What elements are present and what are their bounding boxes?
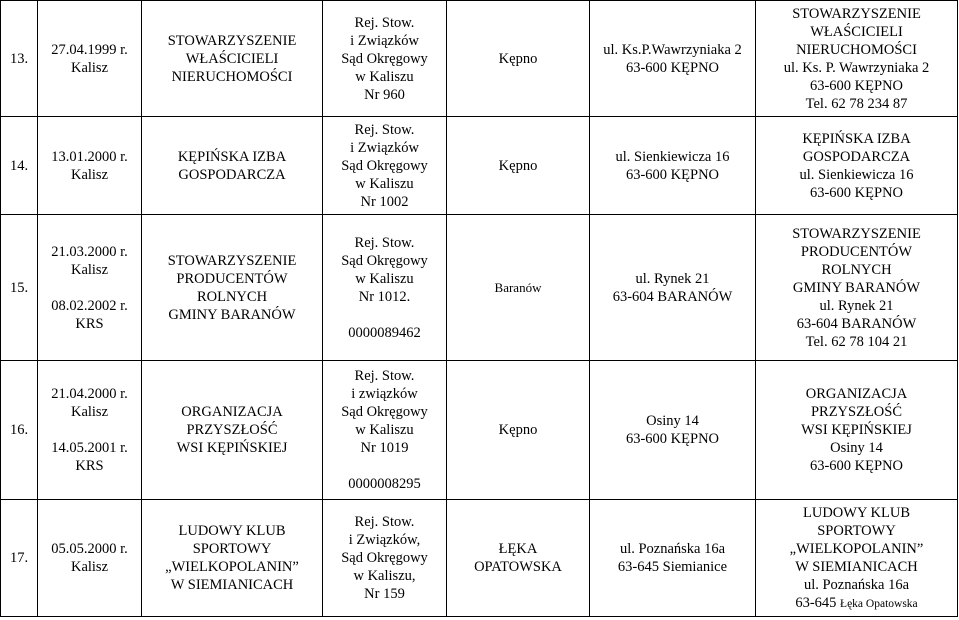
town: ŁĘKA OPATOWSKA	[447, 500, 590, 617]
town: Kępno	[447, 1, 590, 117]
registration-date: 27.04.1999 r. Kalisz	[38, 1, 142, 117]
registration-date: 21.04.2000 r. Kalisz 14.05.2001 r. KRS	[38, 361, 142, 500]
town: Kępno	[447, 117, 590, 215]
krs-number: 0000008295	[348, 476, 421, 492]
town: Baranów	[447, 215, 590, 361]
krs-number: 0000089462	[348, 324, 421, 341]
address: ul. Ks.P.Wawrzyniaka 2 63-600 KĘPNO	[590, 1, 756, 117]
row-number: 14.	[1, 117, 38, 215]
row-number: 15.	[1, 215, 38, 361]
row-number: 17.	[1, 500, 38, 617]
address: Osiny 14 63-600 KĘPNO	[590, 361, 756, 500]
row-number: 13.	[1, 1, 38, 117]
contact-info: KĘPIŃSKA IZBA GOSPODARCZA ul. Sienkiewicza 16 63-600 KĘPNO	[756, 117, 958, 215]
contact-info: STOWARZYSZENIE WŁAŚCICIELI NIERUCHOMOŚCI ul. Ks. P. Wawrzyniaka 2 63-600 KĘPNO Tel. 62 78 234 87	[756, 1, 958, 117]
court-register: Rej. Stow. i Związków Sąd Okręgowy w Kaliszu Nr 960	[323, 1, 447, 117]
table-row	[1, 117, 958, 215]
registration-date: 05.05.2000 r. Kalisz	[38, 500, 142, 617]
organization-name: KĘPIŃSKA IZBA GOSPODARCZA	[142, 117, 323, 215]
court-register: Rej. Stow. i związków Sąd Okręgowy w Kaliszu Nr 1019 0000008295	[323, 361, 447, 500]
organization-name: STOWARZYSZENIE WŁAŚCICIELI NIERUCHOMOŚCI	[142, 1, 323, 117]
court-register: Rej. Stow. i Związków, Sąd Okręgowy w Kaliszu, Nr 159	[323, 500, 447, 617]
address: ul. Poznańska 16a 63-645 Siemianice	[590, 500, 756, 617]
contact-info: STOWARZYSZENIE PRODUCENTÓW ROLNYCH GMINY BARANÓW ul. Rynek 21 63-604 BARANÓW Tel. 62 78 104 21	[756, 215, 958, 361]
town: Kępno	[447, 361, 590, 500]
table-row	[1, 215, 958, 361]
locality: Łęka Opatowska	[840, 597, 918, 610]
table-row	[1, 361, 958, 500]
contact-info: ORGANIZACJA PRZYSZŁOŚĆ WSI KĘPIŃSKIEJ Osiny 14 63-600 KĘPNO	[756, 361, 958, 500]
organization-name: ORGANIZACJA PRZYSZŁOŚĆ WSI KĘPIŃSKIEJ	[142, 361, 323, 500]
row-number: 16.	[1, 361, 38, 500]
organization-name: STOWARZYSZENIE PRODUCENTÓW ROLNYCH GMINY BARANÓW	[142, 215, 323, 361]
contact-info: LUDOWY KLUB SPORTOWY „WIELKOPOLANIN” W SIEMIANICACH ul. Poznańska 16a 63-645 Łęka Opatowska	[756, 500, 958, 617]
postal-code: 63-645	[795, 594, 837, 611]
registration-date: 13.01.2000 r. Kalisz	[38, 117, 142, 215]
court-register: Rej. Stow. Sąd Okręgowy w Kaliszu Nr 1012. 0000089462	[323, 215, 447, 361]
table-row	[1, 1, 958, 117]
address: ul. Rynek 21 63-604 BARANÓW	[590, 215, 756, 361]
table-row	[1, 500, 958, 617]
address: ul. Sienkiewicza 16 63-600 KĘPNO	[590, 117, 756, 215]
court-register: Rej. Stow. i Związków Sąd Okręgowy w Kaliszu Nr 1002	[323, 117, 447, 215]
registration-date: 21.03.2000 r. Kalisz 08.02.2002 r. KRS	[38, 215, 142, 361]
organization-name: LUDOWY KLUB SPORTOWY „WIELKOPOLANIN” W SIEMIANICACH	[142, 500, 323, 617]
